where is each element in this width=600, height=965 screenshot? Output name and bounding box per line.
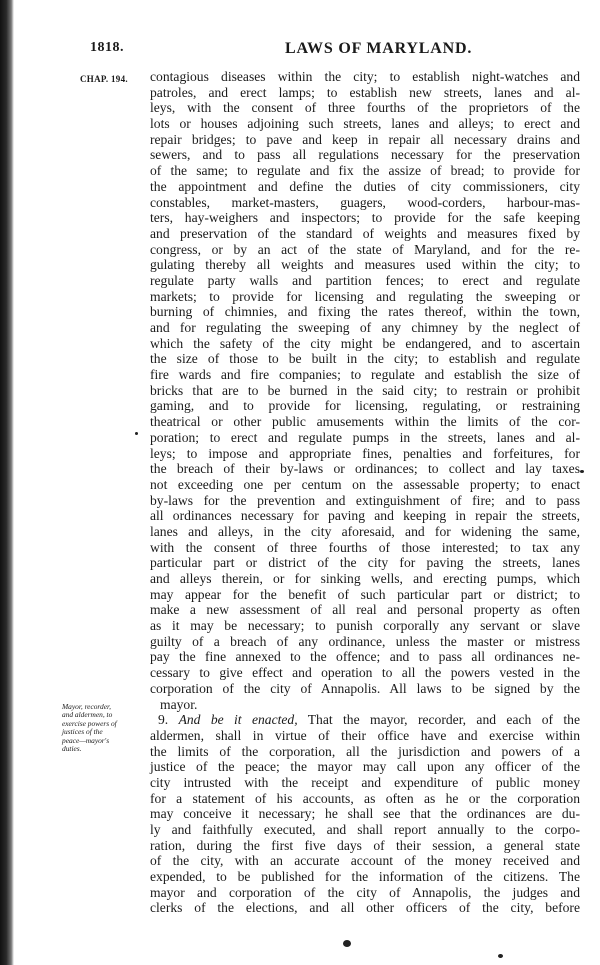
text-line: contagious diseases within the city; to establish night-watches and (150, 69, 580, 84)
section-first-line-text: That the mayor, recorder, and each of the (307, 712, 580, 728)
section-9-first-line (150, 712, 580, 728)
text-line: the size of those to be built in the city; to establish and regulate (150, 351, 580, 367)
text-line: which the safety of the city might be endangered, and to ascertain (150, 335, 580, 351)
text-line: poration; to erect and regulate pumps in the streets, lanes and al- (150, 429, 580, 445)
text-line: may conceive it necessary; he shall see that the ordinances are du- (150, 806, 580, 822)
text-line: and alleys therein, or for sinking wells, and erecting pumps, which (150, 571, 580, 586)
text-line: by-laws for the prevention and extinguishment of fire; and to pass (150, 492, 580, 508)
text-line: ly and faithfully executed, and shall report annually to the corpo- (150, 822, 580, 837)
text-line: not exceeding one per centum on the assessable property; to enact (150, 476, 580, 492)
margin-note-line: justices of the (62, 727, 103, 737)
text-line: repair bridges; to pave and keep in repair all necessary drains and (150, 131, 580, 147)
text-line: lots or houses adjoining such streets, lanes and alleys; to erect and (150, 116, 580, 132)
enacting-words: And be it enacted, (178, 712, 298, 728)
text-line: fire wards and fire companies; to regulate and establish the size of (150, 367, 580, 383)
page-binding-shadow (0, 0, 14, 965)
text-line: pay the fine annexed to the offence; and to pass all ordinances ne- (150, 649, 580, 665)
body-text (150, 69, 580, 916)
text-line: markets; to provide for licensing and regulating the sweeping or (150, 288, 580, 304)
text-line: lanes and alleys, in the city aforesaid, and for widening the same, (150, 523, 580, 539)
text-line: of the same; to regulate and fix the assize of bread; to provide for (150, 163, 580, 179)
margin-note-line: exercise powers of (62, 718, 117, 728)
scan-speck (498, 954, 503, 958)
chapter-label: CHAP. 194. (80, 74, 128, 84)
page-header (90, 40, 580, 62)
text-line: as it may be necessary; to punish corporally any servant or slave (150, 618, 580, 634)
text-line: gaming, and to provide for licensing, regulating, or restraining (150, 398, 580, 414)
text-line: city intrusted with the receipt and expenditure of public money (150, 774, 580, 790)
text-line: bricks that are to be burned in the said city; to restrain or prohibit (150, 382, 580, 398)
section-number: 9. (158, 712, 169, 728)
text-line: burning of chimnies, and fixing the rates thereof, within the town, (150, 304, 580, 320)
paragraph-continued (150, 69, 580, 712)
text-line: all ordinances necessary for paving and keeping in repair the streets, (150, 508, 580, 524)
margin-note-line: Mayor, recorder, (62, 702, 111, 711)
text-line: sewers, and to pass all regulations necessary for the preservation (150, 147, 580, 163)
section-9-body (150, 728, 580, 916)
text-line: constables, market-masters, guagers, wood-corders, harbour-mas- (150, 194, 580, 210)
text-line: corporation of the city of Annapolis. All laws to be signed by the (150, 680, 580, 696)
text-line: justice of the peace; the mayor may call upon any officer of the (150, 759, 580, 775)
text-line: patroles, and erect lamps; to establish new streets, lanes and al- (150, 84, 580, 100)
scan-speck (580, 470, 584, 473)
scan-speck (343, 940, 351, 947)
margin-note-line: and aldermen, to (62, 710, 113, 720)
text-line: leys, with the consent of three fourths of the proprietors of the (150, 100, 580, 116)
text-line: the breach of their by-laws or ordinances; to collect and lay taxes (150, 461, 580, 477)
text-line: guilty of a breach of any ordinance, unless the master or mistress (150, 633, 580, 649)
margin-note (62, 703, 144, 753)
running-title: LAWS OF MARYLAND. (285, 40, 473, 57)
margin-note-line: peace—mayor's (62, 735, 110, 745)
text-line: particular part or district of the city for paving the streets, lanes (150, 555, 580, 571)
text-line: mayor and corporation of the city of Annapolis, the judges and (150, 884, 580, 900)
page-year: 1818. (90, 40, 124, 55)
text-line: congress, or by an act of the state of Maryland, and for the re- (150, 241, 580, 257)
text-line: leys; to impose and appropriate fines, penalties and forfeitures, for (150, 445, 580, 461)
text-line: and for regulating the sweeping of any chimney by the neglect of (150, 320, 580, 335)
text-line: expended, to be published for the information of the citizens. The (150, 869, 580, 885)
text-line: ration, during the first five days of their session, a general state (150, 837, 580, 853)
text-line: theatrical or other public amusements within the limits of the cor- (150, 414, 580, 430)
text-line: and preservation of the standard of weights and measures fixed by (150, 225, 580, 241)
text-line: mayor. (160, 696, 198, 712)
text-line: the appointment and define the duties of city commissioners, city (150, 178, 580, 194)
text-line: clerks of the elections, and all other officers of the city, before (150, 900, 580, 916)
margin-note-line: duties. (62, 744, 82, 754)
text-line: cessary to give effect and operation to all the powers vested in the (150, 665, 580, 681)
text-line: gulating thereby all weights and measures used within the city; to (150, 257, 580, 273)
text-line: make a new assessment of all real and personal property as often (150, 602, 580, 618)
scan-speck (135, 432, 138, 435)
text-line: aldermen, shall in virtue of their office have and exercise within (150, 727, 580, 743)
text-line: for a statement of his accounts, as often as he or the corporation (150, 790, 580, 806)
text-line: with the consent of three fourths of those interested; to tax any (150, 539, 580, 555)
text-line: the limits of the corporation, all the jurisdiction and powers of a (150, 743, 580, 759)
text-line: may appear for the benefit of such particular part or district; to (150, 586, 580, 602)
text-line: ters, hay-weighers and inspectors; to provide for the safe keeping (150, 210, 580, 226)
text-line: regulate party walls and partition fences; to erect and regulate (150, 272, 580, 288)
text-line: of the city, with an accurate account of the money received and (150, 853, 580, 869)
